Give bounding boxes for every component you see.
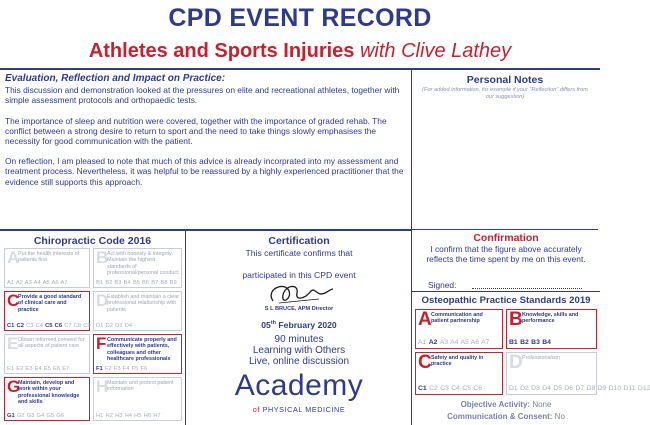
standard-letter: D — [509, 352, 523, 373]
subcode-b3: B3 — [531, 339, 543, 346]
standard-letter: A — [418, 309, 432, 330]
subcode-a4: A4 — [33, 280, 43, 286]
standard-description: Act with honesty & integrity. Maintain the highest standards of professional/personal conduct — [107, 251, 179, 277]
subcode-a1: A1 — [418, 339, 429, 346]
subcode-c2: C2 — [16, 323, 27, 329]
subcode-d3: D3 — [531, 385, 543, 392]
event-presenter: with Clive Lathey — [359, 40, 512, 62]
subcode-c5: C5 — [45, 323, 55, 329]
subcode-d6: D6 — [564, 385, 576, 392]
standard-subcodes — [96, 323, 179, 329]
subcode-b6: B6 — [142, 280, 152, 286]
subcode-b3: B3 — [114, 280, 124, 286]
subcode-b4: B4 — [542, 339, 551, 346]
subcode-c2: C2 — [429, 385, 441, 392]
standard-subcodes — [7, 413, 87, 419]
subcode-d2: D2 — [105, 323, 116, 329]
subcode-d1: D1 — [96, 323, 106, 329]
subcode-b2: B2 — [520, 339, 532, 346]
subcode-a4: A4 — [450, 339, 461, 346]
subcode-b4: B4 — [123, 280, 133, 286]
standard-description: Put the health interests of patients first — [18, 251, 80, 264]
subcode-b2: B2 — [105, 280, 115, 286]
chiropractic-standard-e — [4, 334, 90, 374]
subcode-h5: H5 — [134, 413, 144, 419]
subcode-h7: H7 — [153, 413, 161, 419]
subcode-c5: C5 — [462, 385, 474, 392]
subcode-d3: D3 — [115, 323, 125, 329]
standard-subcodes — [418, 339, 500, 347]
event-subtitle — [0, 40, 600, 63]
subcode-c3: C3 — [26, 323, 36, 329]
osteopathic-heading: Osteopathic Practice Standards 2019 — [421, 295, 591, 306]
subcode-c7: C7 — [64, 323, 74, 329]
subcode-d2: D2 — [520, 385, 532, 392]
subcode-g6: G6 — [56, 413, 64, 419]
subcode-c4: C4 — [35, 323, 46, 329]
evaluation-paragraph-3: On reflection, I am pleased to note that much of this advice is already incorprated into my assessment and treatment process. Nevertheless, it was helpful to be reassured by a highly experienced practitioner that the evidence still supports this approach. — [5, 156, 404, 187]
subcode-f1: F1 — [96, 366, 105, 372]
subcode-d7: D7 — [575, 385, 587, 392]
subcode-c3: C3 — [440, 385, 452, 392]
standard-description: Obtain informed consent for all aspects of patient care — [18, 337, 85, 350]
standard-letter: A — [7, 248, 20, 267]
subcode-h1: H1 — [96, 413, 106, 419]
subcode-a7: A7 — [481, 339, 490, 346]
subcode-d12: D12 — [637, 385, 650, 392]
osteopathic-standard-c — [415, 352, 503, 395]
subcode-a3: A3 — [24, 280, 34, 286]
standard-description: Communicate properly and effectively with patients, colleagues and other healthcare professionals — [107, 337, 177, 363]
standard-subcodes — [509, 385, 650, 393]
event-duration: 90 minutes — [274, 334, 324, 345]
subcode-c6: C6 — [54, 323, 65, 329]
subcode-a5: A5 — [42, 280, 52, 286]
standard-letter: G — [7, 377, 21, 396]
standard-subcodes — [7, 323, 91, 329]
subcode-a6: A6 — [470, 339, 482, 346]
standard-subcodes — [418, 385, 500, 393]
subcode-a6: A6 — [51, 280, 61, 286]
standard-letter: H — [96, 377, 109, 396]
standard-letter: C — [418, 352, 432, 373]
standard-description: Provide a good standard of clinical care and practice — [18, 294, 82, 313]
subcode-d9: D9 — [597, 385, 609, 392]
subcode-e2: E2 — [16, 366, 26, 372]
event-date: 05th February 2020 — [261, 320, 337, 330]
subcode-d10: D10 — [608, 385, 624, 392]
standard-letter: B — [509, 309, 523, 330]
standard-description: Knowledge, skills and performance — [522, 312, 579, 325]
subcode-a2: A2 — [428, 339, 440, 346]
subcode-b1: B1 — [509, 339, 521, 346]
subcode-g2: G2 — [16, 413, 27, 419]
chiropractic-standard-d — [93, 291, 182, 331]
standard-letter: C — [7, 291, 20, 310]
subcode-c6: C6 — [473, 385, 483, 392]
chiropractic-standard-f — [93, 334, 182, 374]
standard-description: Establish and maintain a clear professional relationship with patients — [107, 294, 179, 313]
subcode-a2: A2 — [15, 280, 25, 286]
standard-subcodes — [7, 366, 87, 372]
academy-logo — [219, 369, 379, 421]
standard-subcodes — [509, 339, 594, 347]
subcode-b5: B5 — [132, 280, 143, 286]
osteopathic-standard-b — [506, 309, 597, 349]
subcode-e3: E3 — [25, 366, 35, 372]
confirmation-section — [411, 230, 600, 292]
osteopathic-standard-a — [415, 309, 503, 349]
subcode-c8: C8 — [73, 323, 84, 329]
subcode-a1: A1 — [7, 280, 16, 286]
subcode-c1: C1 — [7, 323, 17, 329]
chiropractic-standard-c — [4, 291, 90, 331]
osteopathic-standard-d — [506, 352, 650, 395]
standard-description: Communication and patient partnership — [431, 312, 483, 325]
evaluation-section — [5, 74, 405, 224]
event-topic: Athletes and Sports Injuries — [88, 40, 355, 62]
subcode-a5: A5 — [460, 339, 471, 346]
personal-notes-hint: (For added information, for example if your "Reflection" differs from our suggestion) — [422, 87, 588, 100]
chiropractic-standard-a — [4, 248, 90, 288]
evaluation-paragraph-2: The importance of sleep and nutrition were covered, together with the importance of graded rehab. The conflict between a strong desire to return to sport and the need to take things slowly emphasises the necessity for good communication with the patient. — [5, 115, 387, 147]
director-name: S L BRUCE, APM Director — [264, 306, 334, 312]
subcode-g5: G5 — [46, 413, 57, 419]
osteopathic-standards-section — [411, 292, 650, 398]
communication-consent: Communication & Consent: No — [447, 412, 565, 421]
standard-description: Safety and quality in practice — [431, 355, 484, 368]
subcode-h6: H6 — [143, 413, 154, 419]
personal-notes-heading: Personal Notes — [466, 74, 544, 86]
subcode-c4: C4 — [451, 385, 463, 392]
subcode-e1: E1 — [7, 366, 17, 372]
subcode-f2: F2 — [104, 366, 114, 372]
evaluation-paragraph-1: This discussion and demonstration looked at the pressures on elite and recreational athletes, together with simple assessment protocols and orthopaedic tests. — [5, 85, 400, 106]
chiropractic-standard-g — [4, 377, 90, 421]
standard-letter: D — [96, 291, 109, 310]
standard-description: Maintain and protect patient information — [107, 380, 174, 393]
subcode-h4: H4 — [124, 413, 135, 419]
subcode-h2: H2 — [105, 413, 116, 419]
subcode-e7: E7 — [62, 366, 70, 372]
director-signature — [259, 279, 339, 307]
subcode-f3: F3 — [113, 366, 123, 372]
logo-wordmark: Academy — [234, 369, 364, 402]
certification-heading: Certification — [268, 235, 330, 247]
standard-subcodes — [96, 413, 179, 419]
subcode-d4: D4 — [542, 385, 554, 392]
standard-letter: E — [7, 334, 19, 353]
chiropractic-heading: Chiropractic Code 2016 — [33, 235, 152, 247]
subcode-d8: D8 — [586, 385, 598, 392]
subcode-g1: G1 — [7, 413, 17, 419]
subcode-b9: B9 — [169, 280, 177, 286]
standard-subcodes — [96, 366, 179, 372]
standard-description: Maintain, develop and work within your professional knowledge and skills — [18, 380, 80, 406]
learning-type: Learning with Others — [252, 345, 346, 356]
chiropractic-standard-h — [93, 377, 182, 421]
confirmation-heading: Confirmation — [473, 232, 539, 244]
subcode-h3: H3 — [115, 413, 125, 419]
subcode-d5: D5 — [553, 385, 565, 392]
subcode-f5: F5 — [131, 366, 141, 372]
certification-line-2: participated in this CPD event — [242, 270, 356, 280]
chiropractic-standard-b — [93, 248, 182, 288]
standard-letter: F — [96, 334, 107, 353]
chiropractic-code-section — [0, 231, 186, 425]
subcode-c1: C1 — [418, 385, 430, 392]
subcode-a7: A7 — [60, 280, 68, 286]
subcode-f6: F6 — [140, 366, 148, 372]
standard-description: Professionalism — [522, 355, 561, 361]
signature-line[interactable] — [472, 288, 582, 289]
subcode-c9: C9 — [83, 323, 91, 329]
subcode-b7: B7 — [151, 280, 161, 286]
certification-line-1: This certificate confirms that — [245, 248, 353, 258]
personal-notes-section[interactable] — [411, 70, 598, 230]
subcode-d11: D11 — [623, 385, 638, 392]
standard-letter: B — [96, 248, 109, 267]
standard-subcodes — [96, 280, 179, 286]
subcode-e5: E5 — [43, 366, 54, 372]
activity-footer — [411, 398, 600, 425]
subcode-b8: B8 — [160, 280, 170, 286]
objective-activity: Objective Activity: None — [460, 400, 552, 409]
certification-section — [187, 231, 411, 425]
subcode-g3: G3 — [26, 413, 37, 419]
logo-tagline: of PHYSICAL MEDICINE — [252, 405, 346, 414]
subcode-d4: D4 — [124, 323, 133, 329]
page-title: CPD EVENT RECORD — [168, 4, 432, 32]
subcode-e6: E6 — [53, 366, 63, 372]
confirmation-text: I confirm that the figure above accurately reflects the time spent by me on this event. — [426, 244, 586, 264]
subcode-d1: D1 — [509, 385, 521, 392]
standard-subcodes — [7, 280, 87, 286]
event-format: Live, online discussion — [248, 356, 350, 367]
signed-label: Signed: — [428, 280, 457, 290]
subcode-f4: F4 — [122, 366, 132, 372]
subcode-a3: A3 — [439, 339, 451, 346]
subcode-g4: G4 — [36, 413, 47, 419]
subcode-b1: B1 — [96, 280, 106, 286]
evaluation-heading: Evaluation, Reflection and Impact on Practice: — [5, 73, 226, 84]
subcode-e4: E4 — [34, 366, 44, 372]
